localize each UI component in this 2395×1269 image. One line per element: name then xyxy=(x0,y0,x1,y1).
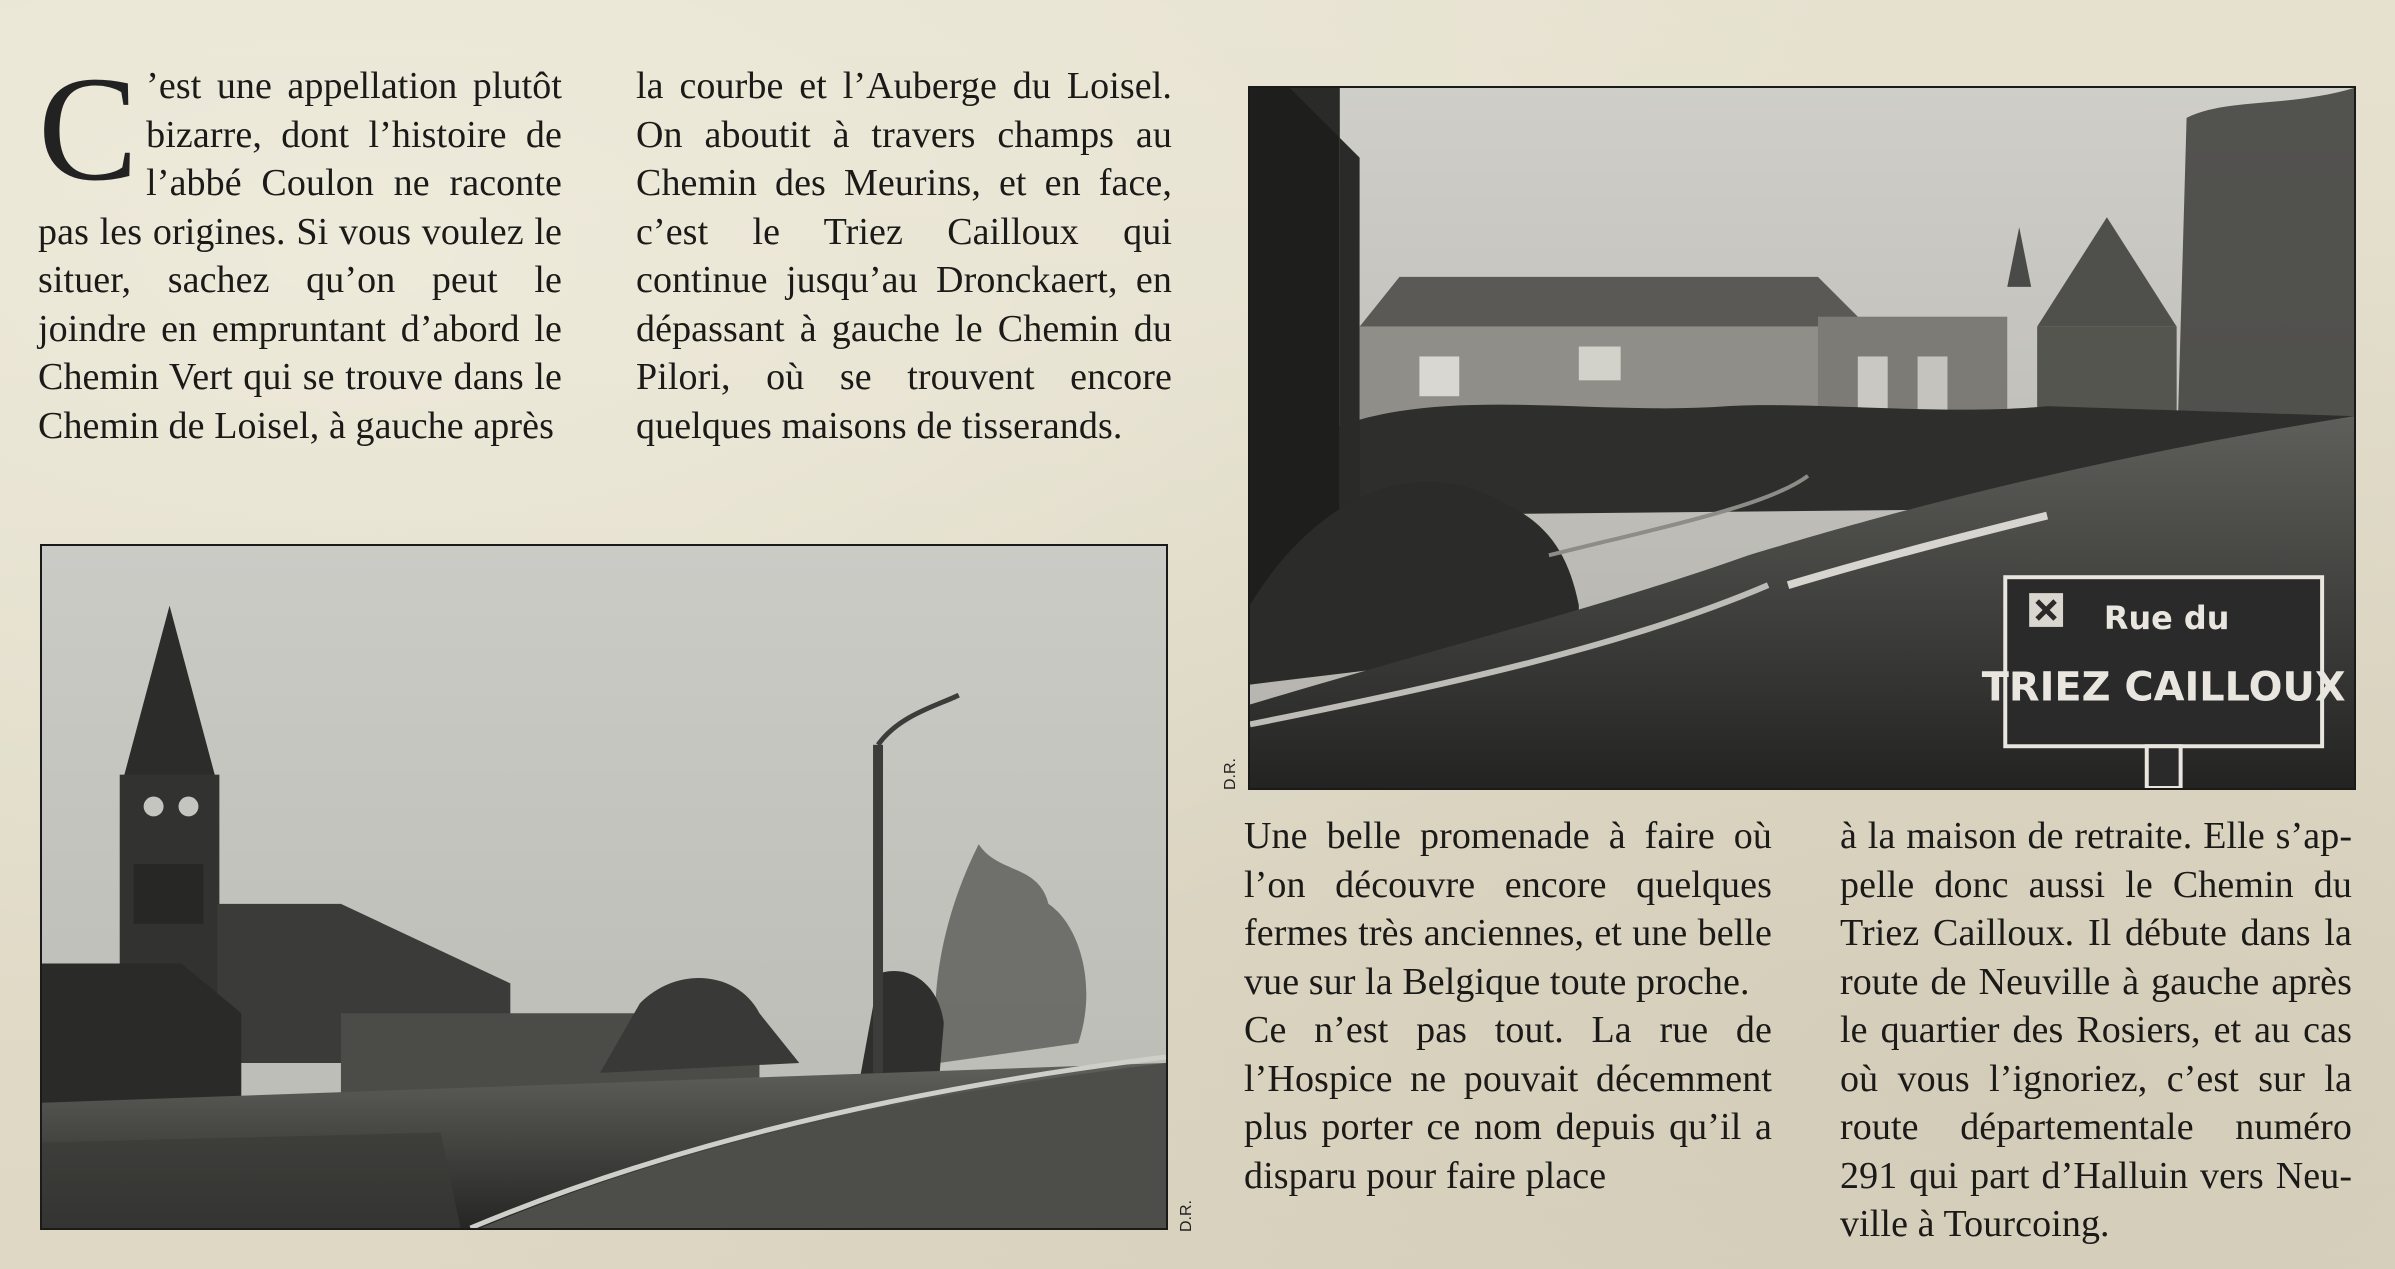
article-paragraph: ’est une appellation plutôt bizarre, dont l’histoire de l’abbé Coulon ne raconte pas les origines. Si vous voulez le situer, sachez qu’on peut le joindre en empruntant d’abord le Chemin Vert qui se trouve dans le Chemin de Loisel, à gauche après xyxy=(38,65,562,447)
article-column-3 xyxy=(1244,812,1772,1200)
street-sign-line-2: TRIEZ CAILLOUX xyxy=(1981,664,2346,711)
church-photo-illustration xyxy=(42,546,1166,1228)
drop-cap: C xyxy=(38,46,139,212)
article-paragraph: à la maison de retraite. Elle s’appelle donc aussi le Chemin du Triez Cailloux. Il débute dans la route de Neuville à gauche après le quartier des Rosiers, et au cas où vous l’ignoriez, c’est sur la route départementale numéro 291 qui part d’Halluin vers Neuville à Tourcoing. xyxy=(1840,815,2352,1245)
article-paragraph: Ce n’est pas tout. La rue de l’Hospice ne pouvait décemment plus porter ce nom depuis qu’il a disparu pour faire place xyxy=(1244,1009,1772,1197)
article-paragraph: la courbe et l’Auberge du Loisel. On aboutit à travers champs au Chemin des Meurins, et en face, c’est le Triez Cailloux qui continue jusqu’au Dronckaert, en dépassant à gauche le Chemin du Pilori, où se trouvent encore quelques maisons de tisserands. xyxy=(636,65,1172,447)
article-paragraph: Une belle promenade à faire où l’on découvre encore quelques fermes très anciennes, et une belle vue sur la Belgique toute proche. xyxy=(1244,815,1772,1003)
street-sign-line-1: Rue du xyxy=(2103,598,2230,637)
photo-credit-church: D.R. xyxy=(1178,1200,1195,1232)
photo-credit-street: D.R. xyxy=(1222,758,1239,790)
street-photo-illustration xyxy=(1250,88,2354,788)
photo-rue-du-triez-cailloux xyxy=(1248,86,2356,790)
photo-church-road xyxy=(40,544,1168,1230)
article-column-2 xyxy=(636,62,1172,450)
article-column-4 xyxy=(1840,812,2352,1249)
article-column-1 xyxy=(38,46,562,450)
